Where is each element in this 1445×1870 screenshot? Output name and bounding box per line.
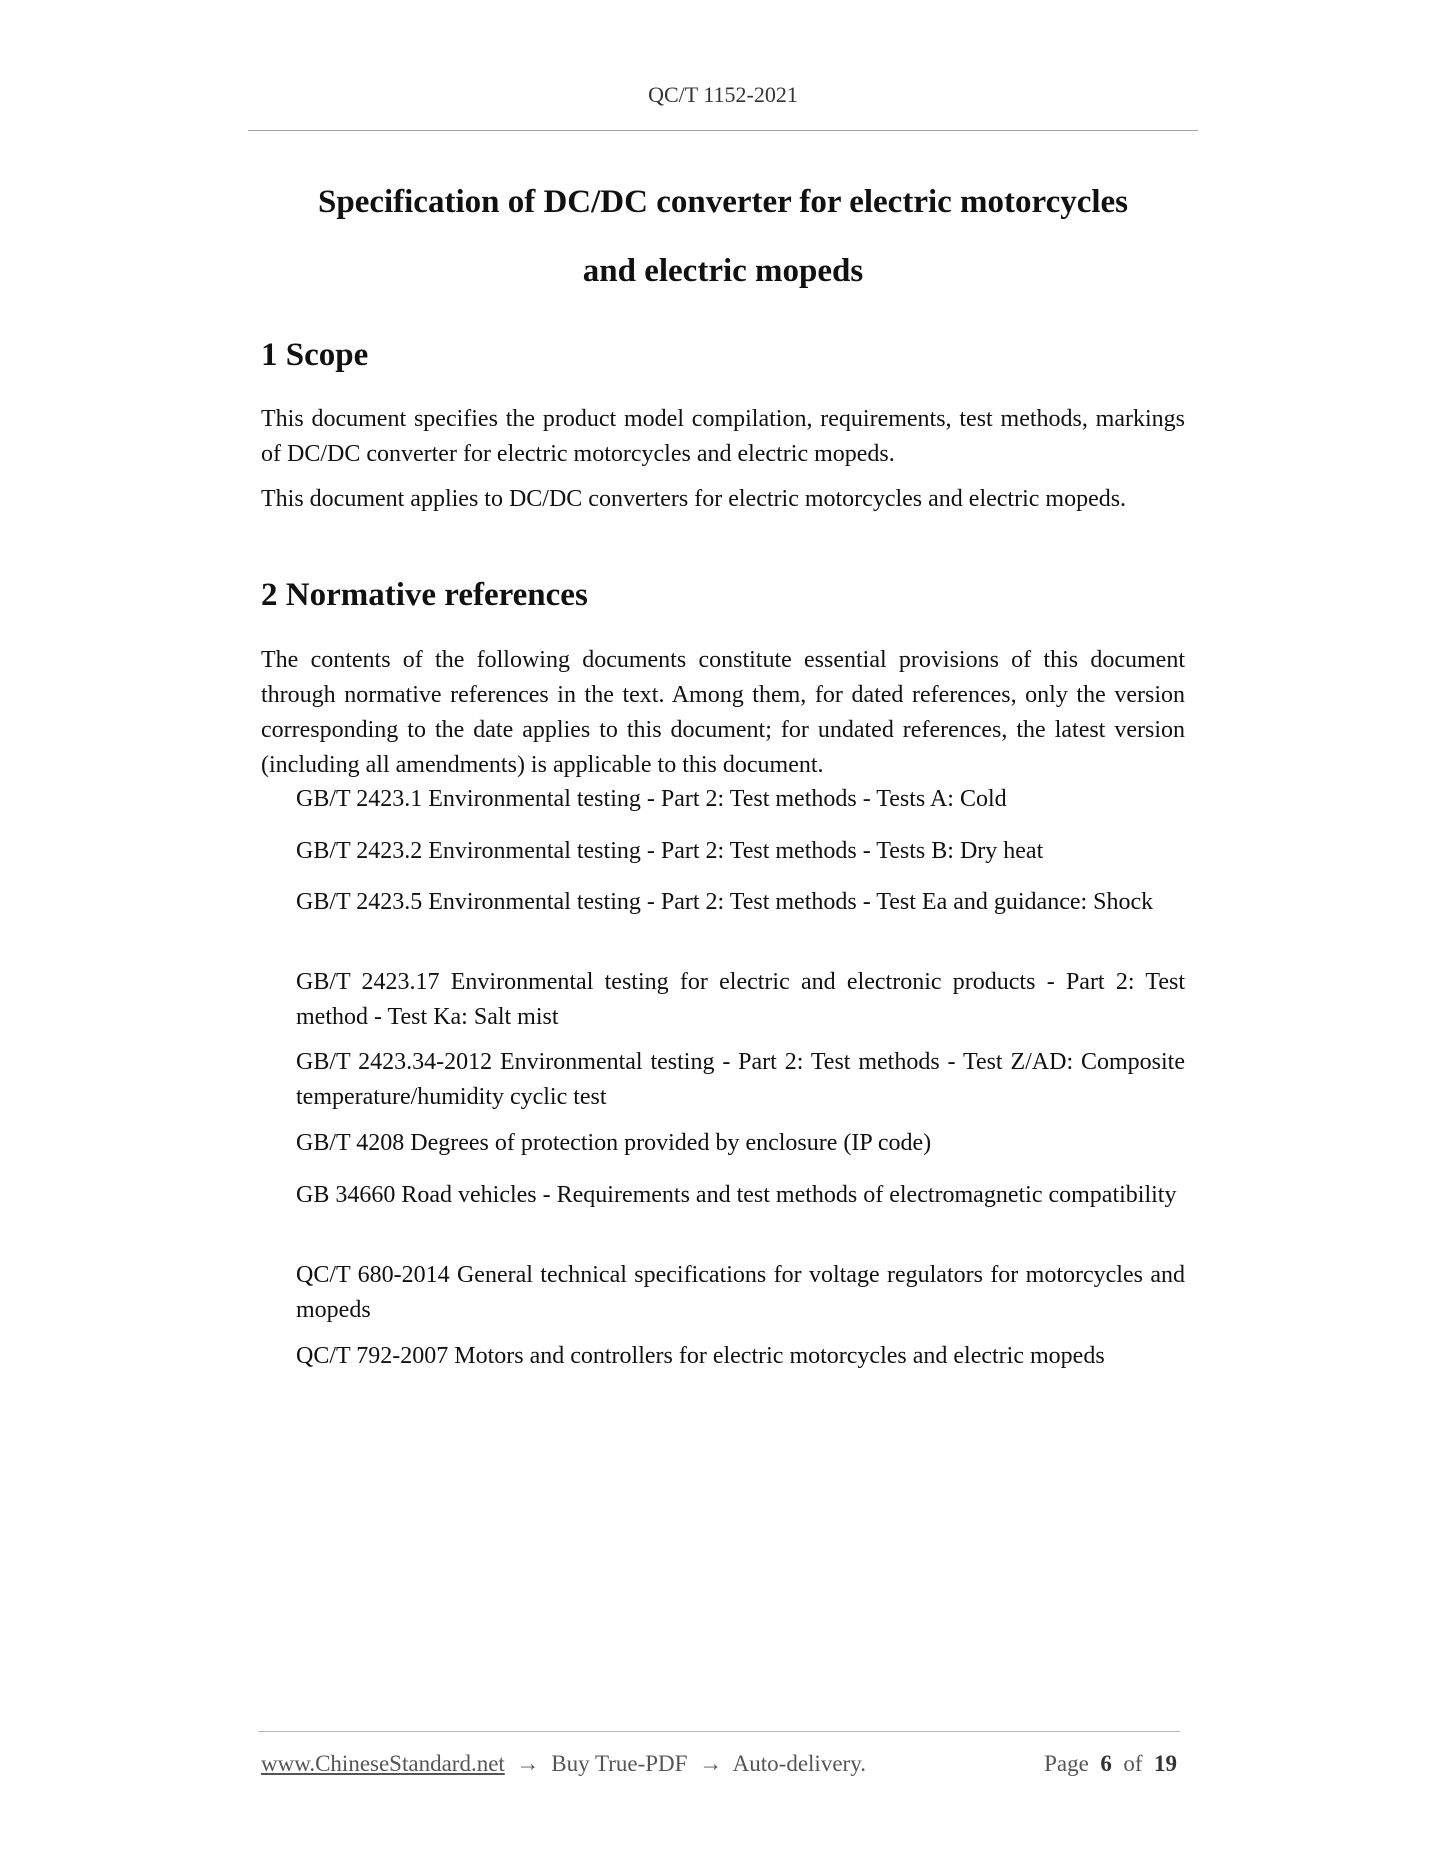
reference-item: GB/T 2423.5 Environmental testing - Part 2: Test methods - Test Ea and guidance: Shock	[296, 889, 1154, 915]
auto-delivery-text: Auto-delivery.	[732, 1751, 866, 1776]
buy-true-pdf-text: Buy True-PDF	[551, 1751, 688, 1776]
total-pages: 19	[1154, 1751, 1177, 1776]
reference-item: GB/T 2423.34-2012 Environmental testing - Part 2: Test methods - Test Z/AD: Composite temperature/humidity cyclic test	[296, 1049, 1185, 1110]
header-divider	[248, 130, 1198, 131]
page-number: 6	[1100, 1751, 1112, 1776]
arrow-right-icon: →	[516, 1751, 540, 1776]
page-label: Page	[1044, 1751, 1089, 1776]
title-line-2: and electric mopeds	[582, 253, 864, 289]
page-indicator	[1044, 1751, 1177, 1777]
footer-left	[261, 1751, 866, 1777]
page-footer	[261, 1751, 1177, 1777]
footer-divider	[258, 1731, 1180, 1732]
document-title	[248, 168, 1198, 306]
reference-item: GB/T 2423.17 Environmental testing for electric and electronic products - Part 2: Test method - Test Ka: Salt mist	[296, 969, 1185, 1030]
reference-item: QC/T 792-2007 Motors and controllers for electric motorcycles and electric mopeds	[296, 1343, 1105, 1369]
scope-paragraph-2: This document applies to DC/DC converters for electric motorcycles and electric mopeds.	[261, 486, 1127, 512]
reference-item: GB/T 2423.1 Environmental testing - Part 2: Test methods - Tests A: Cold	[296, 786, 1007, 812]
running-header: QC/T 1152-2021	[648, 82, 798, 107]
of-label: of	[1123, 1751, 1143, 1776]
title-line-1: Specification of DC/DC converter for electric motorcycles	[317, 184, 1129, 220]
reference-item: GB/T 2423.2 Environmental testing - Part 2: Test methods - Tests B: Dry heat	[296, 838, 1044, 864]
scope-heading: 1 Scope	[261, 337, 369, 373]
reference-item: QC/T 680-2014 General technical specifications for voltage regulators for motorcycles and mopeds	[296, 1262, 1185, 1323]
normative-intro-paragraph: The contents of the following documents constitute essential provisions of this document through normative references in the text. Among them, for dated references, only the version corresponding to the date applies to this document; for undated references, the latest version (including all amendments) is applicable to this document.	[261, 647, 1185, 778]
site-link[interactable]: www.ChineseStandard.net	[261, 1751, 505, 1776]
scope-paragraph-1: This document specifies the product model compilation, requirements, test methods, markings of DC/DC converter for electric motorcycles and electric mopeds.	[261, 406, 1185, 467]
reference-item: GB/T 4208 Degrees of protection provided by enclosure (IP code)	[296, 1130, 932, 1156]
reference-item: GB 34660 Road vehicles - Requirements and test methods of electromagnetic compatibility	[296, 1182, 1177, 1208]
arrow-right-icon: →	[699, 1751, 723, 1776]
normative-references-heading: 2 Normative references	[261, 577, 588, 613]
